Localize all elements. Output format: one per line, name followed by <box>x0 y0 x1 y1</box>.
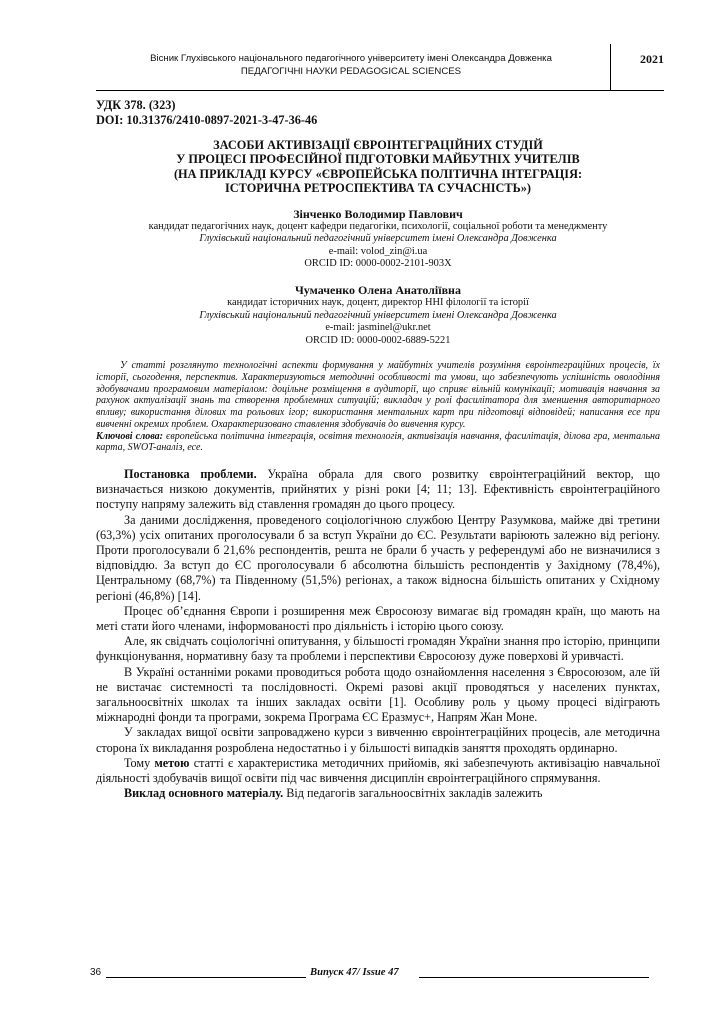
page-number: 36 <box>90 967 102 978</box>
author-email: e-mail: volod_zin@i.ua <box>328 245 428 257</box>
author-affiliation: Глухівський національний педагогічний університет імені Олександра Довженка <box>199 233 557 245</box>
footer-rule-right <box>419 977 649 978</box>
journal-year: 2021 <box>640 52 664 66</box>
author-name: Зінченко Володимир Павлович <box>293 206 463 221</box>
paragraph: У закладах вищої освіти запроваджено курси з вивченню євроінтеграційних процесів, але методична сторона їх викладання розроблена недостатньо і у більшості випадків заняття проходять ординарно. <box>96 725 660 755</box>
title-line: ЗАСОБИ АКТИВІЗАЦІЇ ЄВРОІНТЕГРАЦІЙНИХ СТУДІЙ <box>213 138 543 152</box>
article-title <box>96 138 660 196</box>
keywords-list: європейська політична інтеграція, освітня технологія, активізація навчання, фасилітація, ділова гра, ментальна карта, SWOT-аналіз, есе. <box>96 430 660 454</box>
author-affiliation: Глухівський національний педагогічний університет імені Олександра Довженка <box>199 309 557 321</box>
doi: DOI: 10.31376/2410-0897-2021-3-47-36-46 <box>96 113 318 127</box>
paragraph: Тому метою статті є характеристика методичних прийомів, які забезпечують активізацію навчальної діяльності здобувачів вищої освіти під час вивчення дисциплін євроінтеграційного спрямування. <box>96 755 660 786</box>
journal-series: ПЕДАГОГІЧНІ НАУКИ PEDAGOGICAL SCIENCES <box>240 66 462 77</box>
footer-rule-left <box>106 977 306 978</box>
issue-label: Випуск 47/ Issue 47 <box>310 967 399 978</box>
title-line: (НА ПРИКЛАДІ КУРСУ «ЄВРОПЕЙСЬКА ПОЛІТИЧНА ІНТЕГРАЦІЯ: <box>173 166 583 181</box>
section-heading: Виклад основного матеріалу. <box>124 786 284 801</box>
article-content <box>96 98 660 801</box>
journal-header <box>96 44 664 90</box>
author-block-1 <box>96 207 660 271</box>
section-heading: Постановка проблеми. <box>124 467 257 481</box>
header-divider-vertical <box>610 44 611 90</box>
paragraph: В Україні останніми роками проводиться робота щодо ознайомлення населення з Євросоюзом, але їй не вистачає системності та послідовності. Окремі разові акції проводяться у населених пунктах, загальноосвітніх школах та інших закладах освіти [1]. Особливу роль у цьому процесі відіграють міжнародні фонди та програми, зокрема Програма ЄС Еразмус+, Напрям Жан Моне. <box>96 664 660 725</box>
author-position: кандидат історичних наук, доцент, директор ННІ філології та історії <box>227 297 529 308</box>
keywords <box>96 431 660 454</box>
paragraph: За даними дослідження, проведеного соціологічною службою Центру Разумкова, майже дві третини (63,3%) усіх опитаних проголосували б за вступ України до ЄС. Результати варіюють залежно від регіону. Проти проголосували б 21,6% респондентів, решта не брали б участь у референдумі або не визначилися з відповіддю. За вступ до ЄС проголосували б абсолютна більшість респондентів у Західному (78,4%), Центральному (68,7%) та Південному (51,5%) регіонах, а також відносна більшість опитаних у Східному регіоні (46,8%) [14]. <box>96 512 660 603</box>
abstract: У статті розглянуто технологічні аспекти формування у майбутніх учителів розуміння євроінтеграційних процесів, їх історії, сьогодення, перспектив. Характеризуються методичні особливості та умови, що забезпечують успішність оволодіння здобувачами програмовим матеріалом: доцільне розміщення в аудиторії, що сприяє вільній комунікації; мотивація навчання за рахунок актуалізації знань та створення проблемних ситуацій; викладач у ролі фасилітатора для зменшення авторитарного впливу; використання ділових та рольових ігор; використання ментальних карт при підготовці відповідей; написання есе при вивченні окремих проблем. Охарактеризовано ставлення здобувачів до вивчення курсу. <box>96 360 660 430</box>
paragraph: Процес об’єднання Європи і розширення меж Євросоюзу вимагає від громадян країн, що мають на меті стати його членами, інформованості про діяльність і історію цього союзу. <box>96 603 660 634</box>
journal-header-text <box>96 52 606 78</box>
paragraph: Постановка проблеми. Україна обрала для свого розвитку євроінтеграційний вектор, що визначається низкою документів, прийнятих у різні роки [4; 11; 13]. Ефективність євроінтеграційного поступу напряму залежить від ставлення громадян до цього процесу. <box>96 467 660 512</box>
author-name: Чумаченко Олена Анатоліївна <box>295 283 461 297</box>
keywords-label: Ключові слова: <box>96 430 163 442</box>
article-body <box>96 467 660 801</box>
author-orcid: ORCID ID: 0000-0002-2101-903X <box>304 258 452 270</box>
emphasis: метою <box>154 755 190 770</box>
paragraph: Виклад основного матеріалу. Від педагогів загальноосвітніх закладів залежить <box>124 786 543 801</box>
author-email: e-mail: jasminel@ukr.net <box>325 322 431 334</box>
title-line: У ПРОЦЕСІ ПРОФЕСІЙНОЇ ПІДГОТОВКИ МАЙБУТНІХ УЧИТЕЛІВ <box>176 152 580 167</box>
paragraph: Але, як свідчать соціологічні опитування, у більшості громадян України знання про історію, принципи функціонування, нормативну базу та проблеми і перспективи Євросоюзу дуже поверхові й уривчасті. <box>96 634 660 664</box>
udc-code: УДК 378. (323) <box>96 98 176 112</box>
journal-name: Вісник Глухівського національного педагогічного університету імені Олександра Довженка <box>150 53 552 64</box>
author-position: кандидат педагогічних наук, доцент кафедри педагогіки, психології, соціальної роботи та менеджменту <box>148 220 608 232</box>
header-divider-horizontal <box>96 90 664 91</box>
author-block-2 <box>96 283 660 347</box>
title-line: ІСТОРИЧНА РЕТРОСПЕКТИВА ТА СУЧАСНІСТЬ») <box>225 181 531 196</box>
author-orcid: ORCID ID: 0000-0002-6889-5221 <box>305 334 451 346</box>
